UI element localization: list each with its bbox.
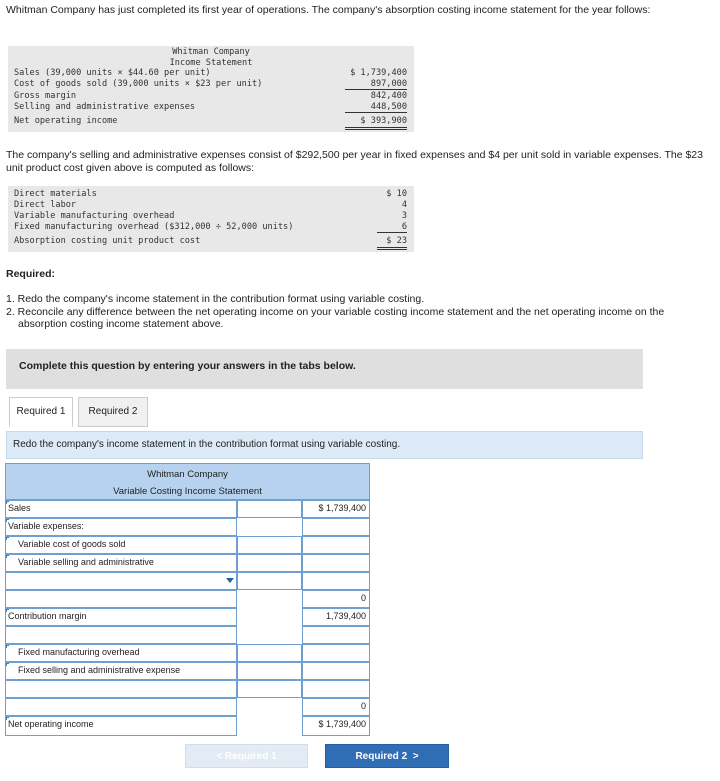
tab-required-2[interactable]: Required 2 — [78, 397, 148, 427]
row-value: 3 — [401, 211, 407, 221]
chevron-down-icon — [226, 578, 234, 583]
row-label: Sales (39,000 units × $44.60 per unit) — [14, 68, 211, 78]
statement-title: Variable Costing Income Statement — [113, 486, 262, 497]
empty-cell — [302, 518, 370, 536]
tab-required-1[interactable]: Required 1 — [9, 397, 73, 427]
row-label: Variable manufacturing overhead — [14, 211, 175, 221]
fixed-mfg-overhead-label[interactable]: Fixed manufacturing overhead — [5, 644, 237, 662]
net-operating-income-label[interactable]: Net operating income — [5, 716, 237, 736]
empty-cell — [302, 680, 370, 698]
contribution-margin-label[interactable]: Contribution margin — [5, 608, 237, 626]
blank-label-cell[interactable] — [5, 626, 237, 644]
fixed-mfg-overhead-input[interactable] — [237, 644, 302, 662]
row-label: Fixed manufacturing overhead ($312,000 ÷ 52,000 units) — [14, 222, 294, 232]
line-item-input[interactable] — [237, 572, 302, 590]
row-value: $ 1,739,400 — [350, 68, 407, 78]
requirements-list — [6, 293, 706, 331]
expenses-paragraph: The company's selling and administrative expenses consist of $292,500 per year in fixed expenses and $4 per unit sold in variable expenses. The $23 unit product cost given above is computed as follows: — [6, 149, 703, 174]
intro-text: Whitman Company has just completed its first year of operations. The company's absorption costing income statement for the year follows: — [6, 4, 651, 16]
prev-button-label: Required 1 — [224, 751, 277, 762]
next-required-button[interactable] — [325, 744, 449, 768]
net-operating-income-value: $ 1,739,400 — [302, 716, 370, 736]
variable-cogs-input[interactable] — [237, 536, 302, 554]
statement-company: Whitman Company — [172, 47, 250, 57]
blank-label-cell[interactable] — [5, 680, 237, 698]
row-label: Absorption costing unit product cost — [14, 236, 201, 246]
empty-cell — [302, 662, 370, 680]
statement-company: Whitman Company — [147, 469, 228, 480]
variable-sa-input[interactable] — [237, 554, 302, 572]
row-value: 842,400 — [370, 91, 407, 101]
row-value: $ 10 — [386, 189, 407, 199]
absorption-income-statement — [8, 46, 414, 132]
requirement-item: 2. Reconcile any difference between the net operating income on your variable costing income statement and the net operating income on the absorption costing income statement above. — [6, 305, 665, 330]
blank-label-cell[interactable] — [5, 698, 237, 716]
line-item-dropdown[interactable] — [5, 572, 237, 590]
requirement-item: 1. Redo the company's income statement in the contribution format using variable costing. — [6, 293, 425, 305]
chevron-left-icon: < — [216, 751, 223, 762]
blank-input-cell[interactable] — [237, 680, 302, 698]
contribution-margin-value: 1,739,400 — [302, 608, 370, 626]
row-value: 897,000 — [345, 79, 407, 90]
row-value: $ 393,900 — [345, 116, 407, 130]
empty-cell — [302, 572, 370, 590]
row-label: Cost of goods sold (39,000 units × $23 per unit) — [14, 79, 263, 89]
row-value: 4 — [401, 200, 407, 210]
row-value: 6 — [377, 222, 407, 233]
fixed-sa-expense-label[interactable]: Fixed selling and administrative expense — [5, 662, 237, 680]
sales-empty-cell — [237, 500, 302, 518]
blank-label-cell[interactable] — [5, 590, 237, 608]
variable-cogs-label[interactable]: Variable cost of goods sold — [5, 536, 237, 554]
variable-expenses-label[interactable]: Variable expenses: — [5, 518, 237, 536]
sales-label[interactable]: Sales — [5, 500, 237, 518]
row-label: Direct labor — [14, 200, 77, 210]
variable-sa-label[interactable]: Variable selling and administrative — [5, 554, 237, 572]
prev-required-button[interactable] — [185, 744, 308, 768]
statement-header — [5, 463, 370, 500]
tab-instruction: Redo the company's income statement in the contribution format using variable costing. — [6, 431, 643, 459]
empty-cell — [302, 626, 370, 644]
variable-expenses-total: 0 — [302, 590, 370, 608]
empty-cell — [302, 536, 370, 554]
row-label: Gross margin — [14, 91, 77, 101]
sales-value: $ 1,739,400 — [302, 500, 370, 518]
required-heading: Required: — [6, 268, 56, 280]
row-label: Selling and administrative expenses — [14, 102, 196, 112]
row-label: Direct materials — [14, 189, 97, 199]
complete-instructions-bar: Complete this question by entering your answers in the tabs below. — [6, 349, 643, 389]
statement-title: Income Statement — [169, 57, 253, 68]
unit-cost-table — [8, 186, 414, 252]
chevron-right-icon: > — [409, 751, 419, 762]
row-value: 448,500 — [345, 102, 407, 113]
fixed-expenses-total: 0 — [302, 698, 370, 716]
next-button-label: Required 2 — [355, 751, 408, 762]
fixed-sa-expense-input[interactable] — [237, 662, 302, 680]
empty-cell — [302, 644, 370, 662]
row-label: Net operating income — [14, 116, 118, 126]
variable-costing-statement — [5, 463, 370, 737]
row-value: $ 23 — [377, 236, 407, 250]
empty-cell — [302, 554, 370, 572]
